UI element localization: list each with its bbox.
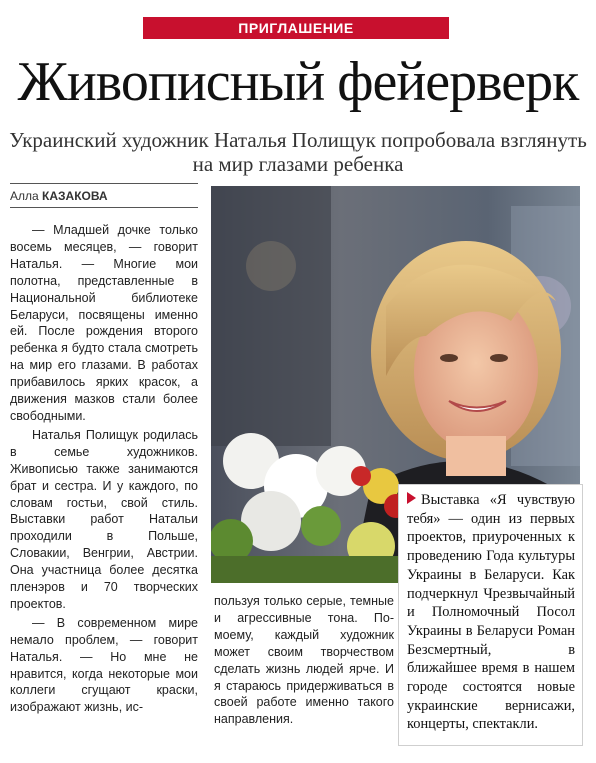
paragraph-1: — Младшей дочке только восемь месяцев, — говорит Наталья. — Многие мои полотна, представленные в Национальной библиотеке Беларуси, посвящены именно ей. После рождения второго ребенка я будто стала смотреть на мир его глазами. В работах прибавилось ярких красок, а движения мазков стали более свободными. (10, 223, 198, 423)
byline (10, 189, 108, 203)
byline-first-name: Алла (10, 189, 39, 203)
article-column-2 (214, 593, 394, 728)
byline-rule-top (10, 183, 198, 184)
article-column-1 (10, 222, 198, 716)
subhead-line-2: на мир глазами ребенка (192, 152, 404, 176)
paragraph-4: пользуя только серые, темные и агрессивные тона. По-моему, каждый художник может своим творчеством сделать жизнь людей ярче. И я стараюсь придерживаться в своей работе именно такого направления. (214, 594, 394, 727)
subhead-line-1: Украинский художник Наталья Полищук попробовала взглянуть (9, 128, 587, 152)
headline: Живописный фейерверк (17, 51, 579, 113)
byline-rule-bottom (10, 207, 198, 208)
caption-text: Выставка «Я чувствую тебя» — один из первых проектов, приуроченных к проведению Года культуры Украины в Беларуси. Как подчеркнул Чрезвычайный и Полномочный Посол Украины в Беларуси Роман Безсмертный, в ближайшее время в нашем городе состоятся новые украинские вернисажи, концерты, спектакли. (407, 492, 575, 733)
paragraph-3: — В современном мире немало проблем, — говорит Наталья. — Но мне не нравится, когда некоторые мои коллеги сгущают краски, изображают жизнь, ис- (10, 615, 198, 715)
photo-caption (398, 484, 583, 746)
byline-last-name: КАЗАКОВА (42, 189, 108, 203)
subheadline (0, 128, 596, 176)
paragraph-2: Наталья Полищук родилась в семье художников. Живописью также занимаются брат и сестра. И у каждого, по словам гостьи, свой стиль. Выставки работ Натальи проходили в Польше, Словакии, Венгрии, Австрии. Она участница более десятка пленэров и 70 творческих проектов. (10, 427, 198, 611)
rubric-label: ПРИГЛАШЕНИЕ (143, 17, 449, 39)
triangle-bullet-icon (407, 492, 416, 504)
